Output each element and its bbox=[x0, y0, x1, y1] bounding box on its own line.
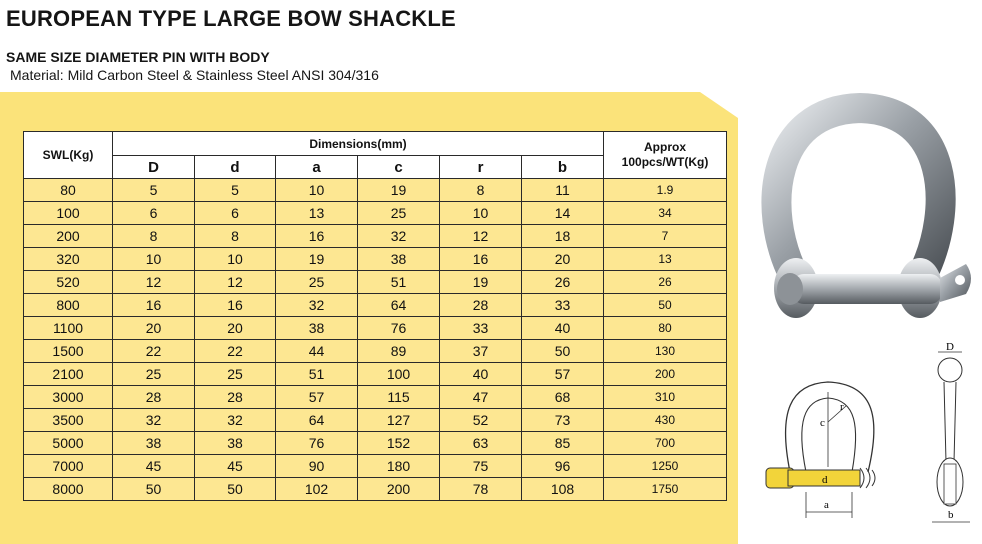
shackle-photo bbox=[752, 88, 977, 333]
cell-b: 11 bbox=[522, 179, 604, 202]
cell-weight: 200 bbox=[604, 363, 727, 386]
side-view-pin bbox=[944, 464, 956, 504]
table-row bbox=[24, 179, 727, 202]
cell-weight: 1250 bbox=[604, 455, 727, 478]
pin-tab-hole bbox=[955, 275, 965, 285]
pin-head bbox=[777, 273, 803, 305]
dim-header-r: r bbox=[440, 156, 522, 179]
cell-D: 20 bbox=[113, 317, 195, 340]
cell-swl: 5000 bbox=[24, 432, 113, 455]
table-row bbox=[24, 409, 727, 432]
cell-c: 100 bbox=[358, 363, 440, 386]
table-row bbox=[24, 225, 727, 248]
cell-c: 89 bbox=[358, 340, 440, 363]
table-row bbox=[24, 294, 727, 317]
label-c: c bbox=[820, 417, 825, 429]
cell-swl: 520 bbox=[24, 271, 113, 294]
cell-D: 25 bbox=[113, 363, 195, 386]
cell-weight: 310 bbox=[604, 386, 727, 409]
cell-b: 73 bbox=[522, 409, 604, 432]
cell-D: 38 bbox=[113, 432, 195, 455]
cell-d: 22 bbox=[195, 340, 276, 363]
cell-b: 33 bbox=[522, 294, 604, 317]
cell-r: 28 bbox=[440, 294, 522, 317]
label-D: D bbox=[946, 342, 954, 353]
dim-header-a: a bbox=[276, 156, 358, 179]
cell-c: 64 bbox=[358, 294, 440, 317]
table-row bbox=[24, 248, 727, 271]
label-r: r bbox=[840, 401, 844, 413]
cell-weight: 26 bbox=[604, 271, 727, 294]
cell-weight: 1.9 bbox=[604, 179, 727, 202]
cell-b: 68 bbox=[522, 386, 604, 409]
dim-header-c: c bbox=[358, 156, 440, 179]
cell-swl: 3500 bbox=[24, 409, 113, 432]
cell-r: 10 bbox=[440, 202, 522, 225]
approx-weight-column-header bbox=[604, 132, 727, 179]
cell-b: 26 bbox=[522, 271, 604, 294]
material-note: Material: Mild Carbon Steel & Stainless Steel ANSI 304/316 bbox=[10, 67, 379, 83]
table-row bbox=[24, 202, 727, 225]
cell-swl: 8000 bbox=[24, 478, 113, 501]
cell-swl: 320 bbox=[24, 248, 113, 271]
cell-a: 19 bbox=[276, 248, 358, 271]
cell-swl: 200 bbox=[24, 225, 113, 248]
cell-D: 5 bbox=[113, 179, 195, 202]
cell-D: 8 bbox=[113, 225, 195, 248]
pin bbox=[792, 274, 942, 304]
table-row bbox=[24, 386, 727, 409]
page-title: EUROPEAN TYPE LARGE BOW SHACKLE bbox=[6, 6, 456, 31]
cell-D: 10 bbox=[113, 248, 195, 271]
bow-outer-outline bbox=[786, 382, 874, 472]
label-b: b bbox=[948, 509, 954, 521]
cell-weight: 130 bbox=[604, 340, 727, 363]
cell-r: 40 bbox=[440, 363, 522, 386]
cell-b: 85 bbox=[522, 432, 604, 455]
cell-r: 52 bbox=[440, 409, 522, 432]
label-a: a bbox=[824, 499, 829, 511]
cell-d: 10 bbox=[195, 248, 276, 271]
cell-swl: 80 bbox=[24, 179, 113, 202]
cell-a: 13 bbox=[276, 202, 358, 225]
cell-D: 32 bbox=[113, 409, 195, 432]
cell-b: 18 bbox=[522, 225, 604, 248]
cell-r: 33 bbox=[440, 317, 522, 340]
cell-a: 51 bbox=[276, 363, 358, 386]
cell-weight: 430 bbox=[604, 409, 727, 432]
cell-D: 45 bbox=[113, 455, 195, 478]
cell-b: 20 bbox=[522, 248, 604, 271]
page-subtitle: SAME SIZE DIAMETER PIN WITH BODY bbox=[6, 49, 270, 65]
cell-b: 108 bbox=[522, 478, 604, 501]
cell-swl: 7000 bbox=[24, 455, 113, 478]
cell-d: 38 bbox=[195, 432, 276, 455]
cell-a: 25 bbox=[276, 271, 358, 294]
cell-weight: 34 bbox=[604, 202, 727, 225]
cell-d: 20 bbox=[195, 317, 276, 340]
cell-D: 22 bbox=[113, 340, 195, 363]
cell-c: 127 bbox=[358, 409, 440, 432]
cell-d: 50 bbox=[195, 478, 276, 501]
cell-r: 47 bbox=[440, 386, 522, 409]
approx-header-line1: Approx bbox=[644, 140, 687, 154]
cell-swl: 1500 bbox=[24, 340, 113, 363]
cell-b: 96 bbox=[522, 455, 604, 478]
dimension-diagram bbox=[760, 342, 978, 538]
cell-weight: 1750 bbox=[604, 478, 727, 501]
table-row bbox=[24, 455, 727, 478]
cell-b: 57 bbox=[522, 363, 604, 386]
cell-r: 19 bbox=[440, 271, 522, 294]
cell-a: 102 bbox=[276, 478, 358, 501]
table-row bbox=[24, 271, 727, 294]
table-row bbox=[24, 317, 727, 340]
cell-c: 115 bbox=[358, 386, 440, 409]
pin-thread bbox=[860, 468, 875, 488]
cell-c: 152 bbox=[358, 432, 440, 455]
cell-c: 76 bbox=[358, 317, 440, 340]
dim-header-D: D bbox=[113, 156, 195, 179]
cell-d: 25 bbox=[195, 363, 276, 386]
dim-header-d: d bbox=[195, 156, 276, 179]
side-view-body bbox=[944, 382, 956, 462]
cell-D: 12 bbox=[113, 271, 195, 294]
cell-c: 25 bbox=[358, 202, 440, 225]
approx-header-line2: 100pcs/WT(Kg) bbox=[621, 155, 709, 169]
dim-header-b: b bbox=[522, 156, 604, 179]
cell-a: 38 bbox=[276, 317, 358, 340]
cell-a: 76 bbox=[276, 432, 358, 455]
cell-r: 75 bbox=[440, 455, 522, 478]
cell-weight: 7 bbox=[604, 225, 727, 248]
table-row bbox=[24, 478, 727, 501]
cell-r: 12 bbox=[440, 225, 522, 248]
cell-c: 180 bbox=[358, 455, 440, 478]
cell-c: 38 bbox=[358, 248, 440, 271]
table-row bbox=[24, 432, 727, 455]
cell-D: 6 bbox=[113, 202, 195, 225]
cell-a: 44 bbox=[276, 340, 358, 363]
table-row bbox=[24, 363, 727, 386]
cell-a: 64 bbox=[276, 409, 358, 432]
bow-body bbox=[776, 108, 940, 276]
cell-swl: 100 bbox=[24, 202, 113, 225]
cell-c: 51 bbox=[358, 271, 440, 294]
cell-a: 57 bbox=[276, 386, 358, 409]
pin-tab bbox=[940, 264, 971, 302]
label-d: d bbox=[822, 474, 828, 486]
cell-d: 12 bbox=[195, 271, 276, 294]
cell-D: 28 bbox=[113, 386, 195, 409]
cell-r: 8 bbox=[440, 179, 522, 202]
cell-D: 16 bbox=[113, 294, 195, 317]
cell-c: 19 bbox=[358, 179, 440, 202]
cell-d: 5 bbox=[195, 179, 276, 202]
cell-c: 200 bbox=[358, 478, 440, 501]
cell-swl: 800 bbox=[24, 294, 113, 317]
cell-b: 40 bbox=[522, 317, 604, 340]
cell-c: 32 bbox=[358, 225, 440, 248]
side-view-top-eye bbox=[938, 358, 962, 382]
cell-a: 10 bbox=[276, 179, 358, 202]
cell-swl: 1100 bbox=[24, 317, 113, 340]
cell-b: 50 bbox=[522, 340, 604, 363]
cell-b: 14 bbox=[522, 202, 604, 225]
cell-r: 37 bbox=[440, 340, 522, 363]
cell-D: 50 bbox=[113, 478, 195, 501]
cell-d: 6 bbox=[195, 202, 276, 225]
cell-weight: 50 bbox=[604, 294, 727, 317]
cell-r: 63 bbox=[440, 432, 522, 455]
cell-weight: 700 bbox=[604, 432, 727, 455]
cell-a: 16 bbox=[276, 225, 358, 248]
cell-weight: 80 bbox=[604, 317, 727, 340]
swl-column-header: SWL(Kg) bbox=[24, 132, 113, 179]
cell-weight: 13 bbox=[604, 248, 727, 271]
dimensions-column-header: Dimensions(mm) bbox=[113, 132, 604, 156]
table-body bbox=[24, 179, 727, 501]
cell-a: 32 bbox=[276, 294, 358, 317]
cell-a: 90 bbox=[276, 455, 358, 478]
table-row bbox=[24, 340, 727, 363]
cell-r: 78 bbox=[440, 478, 522, 501]
cell-swl: 3000 bbox=[24, 386, 113, 409]
cell-d: 8 bbox=[195, 225, 276, 248]
cell-d: 45 bbox=[195, 455, 276, 478]
cell-r: 16 bbox=[440, 248, 522, 271]
bow-inner-outline bbox=[802, 398, 856, 472]
cell-d: 16 bbox=[195, 294, 276, 317]
cell-d: 28 bbox=[195, 386, 276, 409]
cell-swl: 2100 bbox=[24, 363, 113, 386]
specification-table bbox=[23, 131, 727, 501]
cell-d: 32 bbox=[195, 409, 276, 432]
